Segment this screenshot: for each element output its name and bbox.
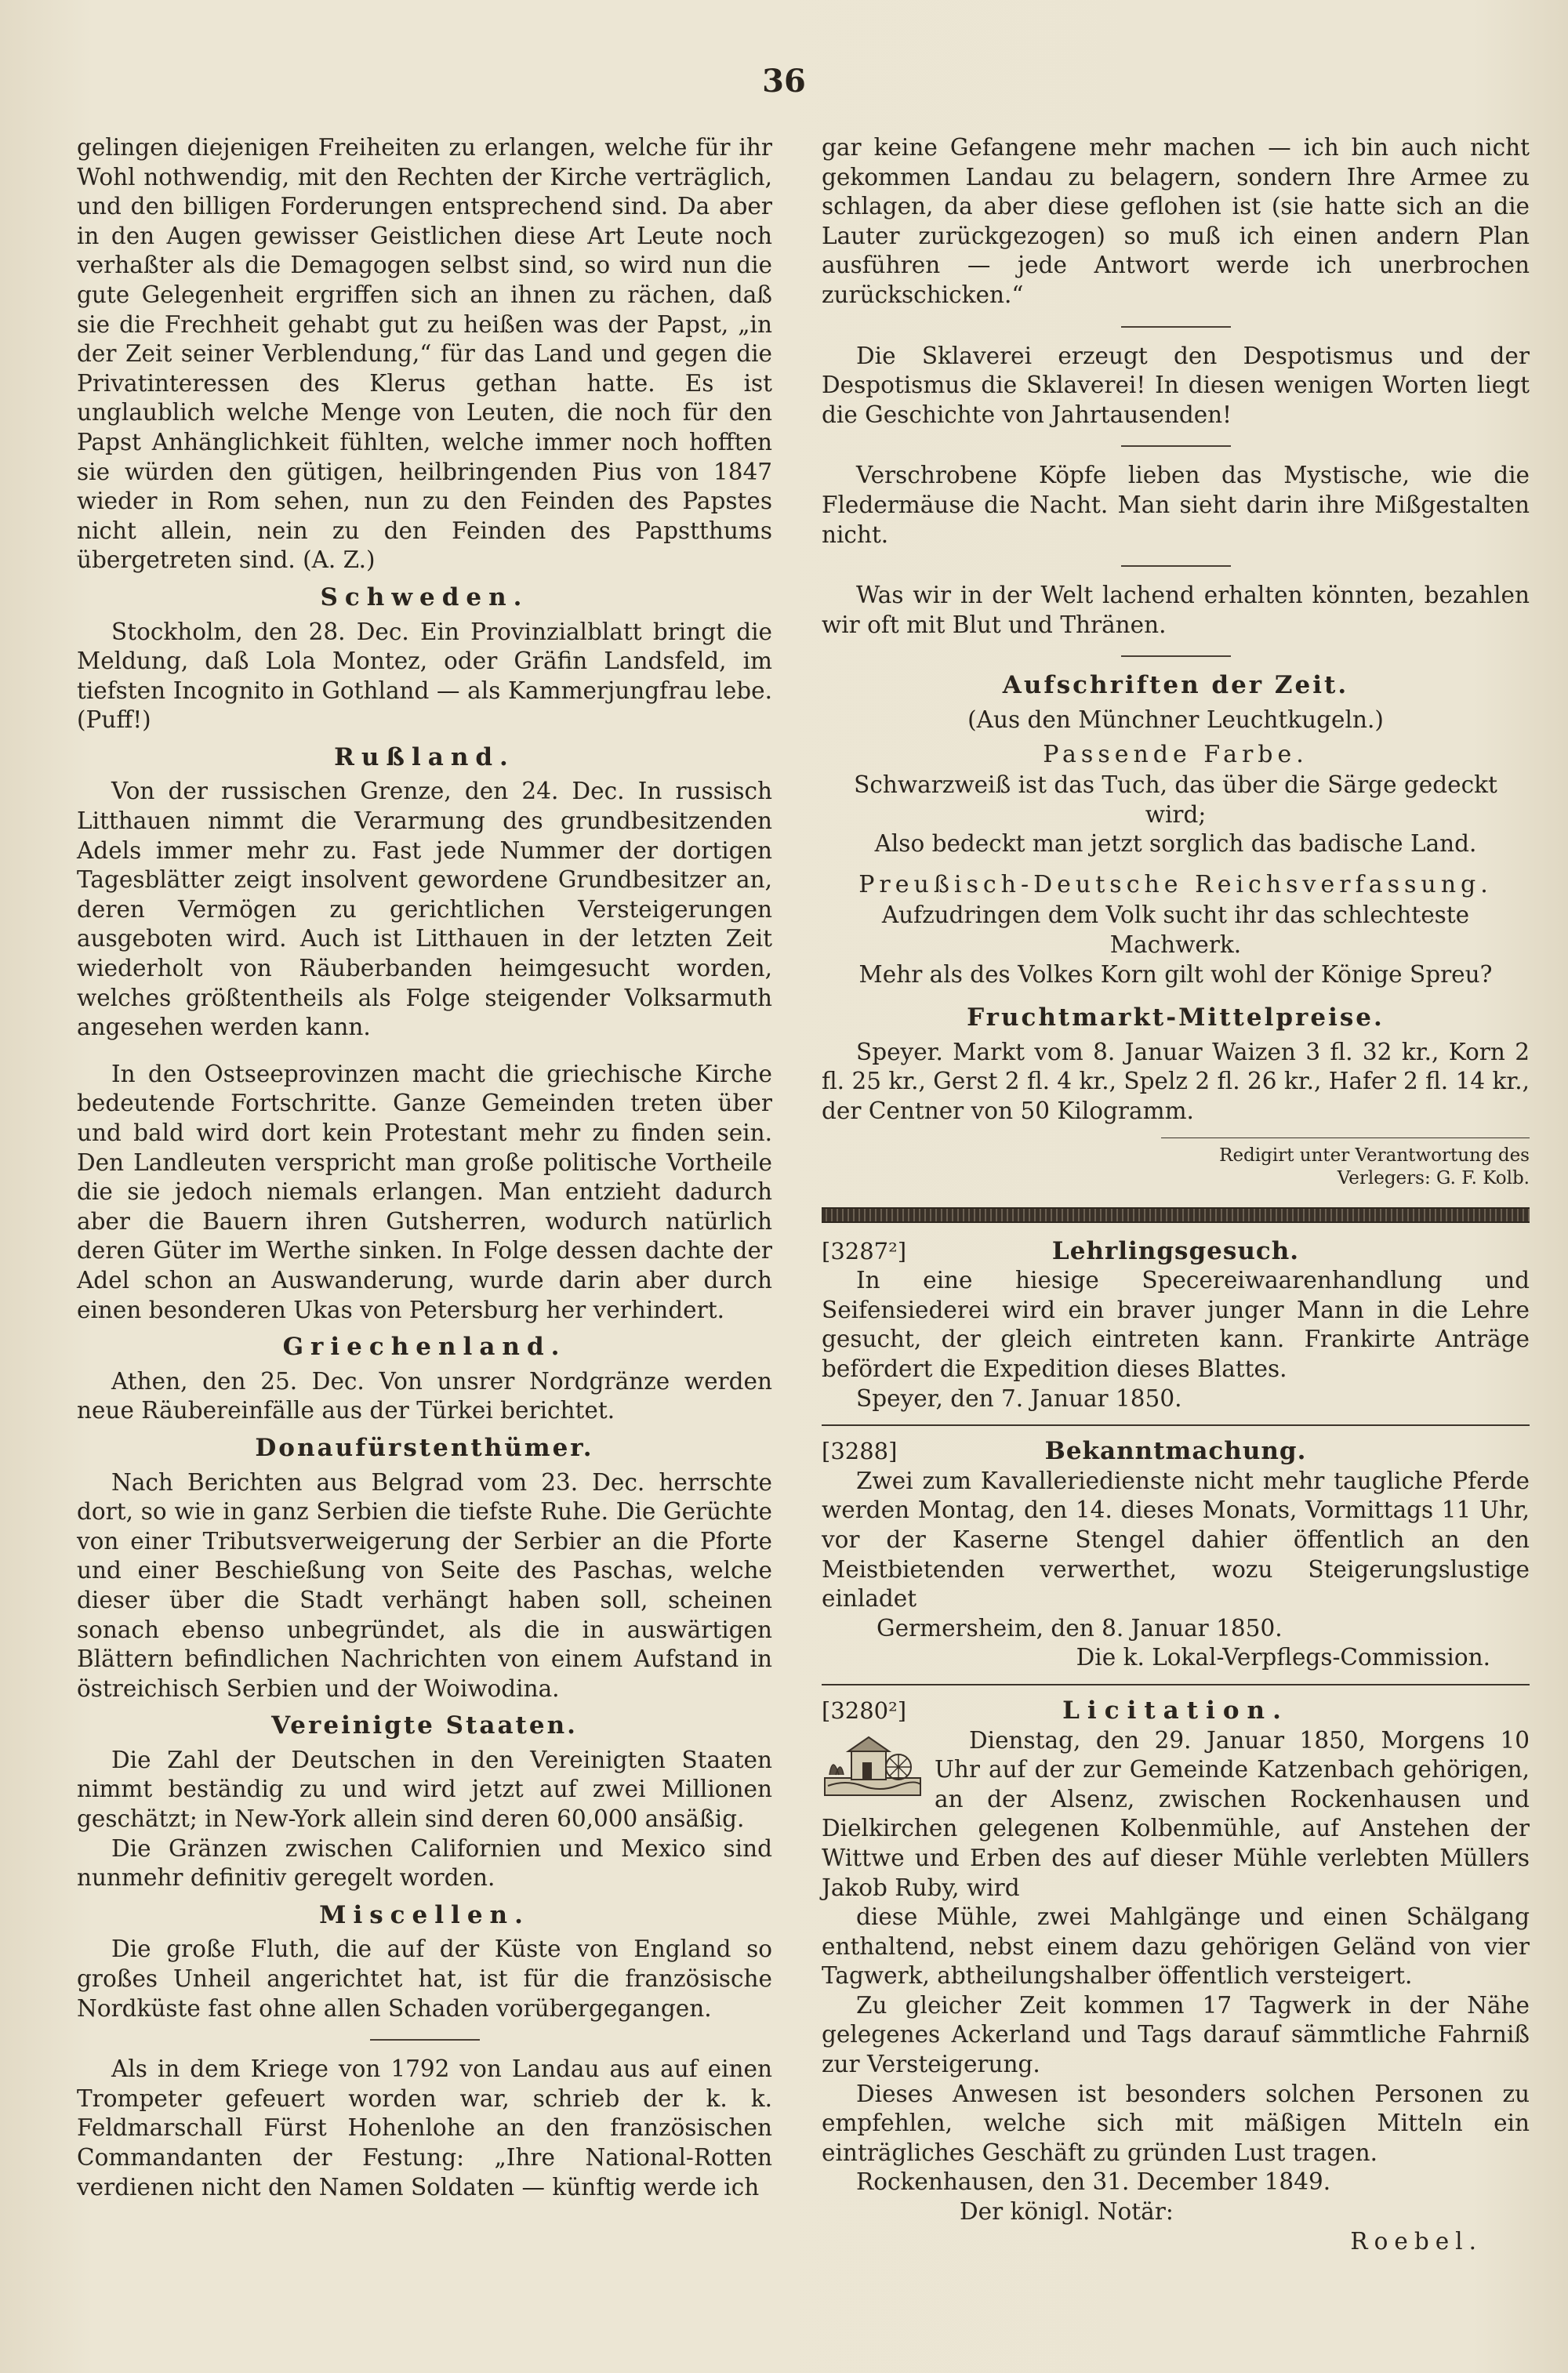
heading-fruchtmarkt: Fruchtmarkt-Mittelpreise. xyxy=(967,1003,1385,1032)
right-column xyxy=(822,133,1530,2256)
article-russland-1: Von der russischen Grenze, den 24. Dec. In russisch Litthauen nimmt die Verarmung des grundbesitzenden Adels immer mehr zu. Fast jede Nummer der dortigen Tagesblätter zeigt insolvent gewordene Grundbesitzer an, deren Vermögen zu gerichtlichen Versteigerungen ausgeboten wird. Auch ist Litthauen in der letzten Zeit wiederholt von Räuberbanden heimgesucht worden, welches größtentheils als Folge steigender Volksarmuth angesehen werden kann. xyxy=(77,778,772,1041)
aphorism-sklaverei: Die Sklaverei erzeugt den Despotismus und der Despotismus die Sklaverei! In diesen wenigen Worten liegt die Geschichte von Jahrtausenden! xyxy=(822,342,1530,428)
heading-passende-farbe: Passende Farbe. xyxy=(1043,740,1308,768)
heading-vereinigte-staaten: Vereinigte Staaten. xyxy=(271,1711,578,1740)
ad-header-bekanntmachung xyxy=(822,1437,1530,1467)
section-divider xyxy=(1121,445,1231,447)
article-miscellen-2: Als in dem Kriege von 1792 von Landau aus auf einen Trompeter gefeuert worden war, schrieb der k. k. Feldmarschall Fürst Hohenlohe an den französischen Commandanten der Festung: „Ihre National-Rotten verdienen nicht den Namen Soldaten — künftig werde ich xyxy=(77,2056,772,2201)
article-griechenland: Athen, den 25. Dec. Von unsrer Nordgränze werden neue Räubereinfälle aus der Türkei berichtet. xyxy=(77,1367,772,1424)
verse-reich-1: Aufzudringen dem Volk sucht ihr das schlechteste Machwerk. xyxy=(881,902,1470,959)
heading-donaufuerstenthuemer: Donaufürstenthümer. xyxy=(255,1433,594,1462)
aufschriften-source: (Aus den Münchner Leuchtkugeln.) xyxy=(967,706,1384,733)
heading-miscellen: Miscellen. xyxy=(319,1900,530,1929)
ad-number: [3288] xyxy=(822,1438,898,1465)
editor-signature-2: Verlegers: G. F. Kolb. xyxy=(1337,1167,1530,1188)
editor-signature-1: Redigirt unter Verantwortung des xyxy=(1219,1145,1530,1166)
section-divider xyxy=(370,2039,480,2041)
article-schweden: Stockholm, den 28. Dec. Ein Provinzialblatt bringt die Meldung, daß Lola Montez, oder Gräfin Landsfeld, im tiefsten Incognito in Gothland — als Kammerjungfrau lebe. (Puff!) xyxy=(77,618,772,734)
article-continuation-right: gar keine Gefangene mehr machen — ich bin auch nicht gekommen Landau zu belagern, sondern Ihre Armee zu schlagen, da aber diese geflohen ist (sie hatte sich an die Lauter zurückgezogen) so muß ich einen andern Plan ausführen — jede Antwort werde ich unerbrochen zurückschicken.“ xyxy=(822,134,1530,308)
heading-reichsverfassung: Preußisch-Deutsche Reichsverfassung. xyxy=(858,870,1493,898)
ad-title: Lehrlingsgesuch. xyxy=(1051,1236,1300,1265)
ad-licitation-date: Rockenhausen, den 31. December 1849. xyxy=(856,2168,1331,2196)
advertisement-separator xyxy=(822,1207,1530,1223)
aphorism-welt: Was wir in der Welt lachend erhalten könnten, bezahlen wir oft mit Blut und Thränen. xyxy=(822,582,1530,638)
ad-licitation-text-2: diese Mühle, zwei Mahlgänge und einen Schälgang enthaltend, nebst einem dazu gehörigen Geländ von vier Tagwerk, abtheilungshalber öffentlich versteigert. xyxy=(822,1903,1530,1990)
aphorism-koepfe: Verschrobene Köpfe lieben das Mystische, wie die Fledermäuse die Nacht. Man sieht darin ihre Mißgestalten nicht. xyxy=(822,462,1530,548)
ad-title: Licitation. xyxy=(1062,1696,1289,1725)
verse-reich-2: Mehr als des Volkes Korn gilt wohl der Könige Spreu? xyxy=(858,960,1493,988)
article-donaufuerstenthuemer: Nach Berichten aus Belgrad vom 23. Dec. herrschte dort, so wie in ganz Serbien die tiefste Ruhe. Die Gerüchte von einer Tributsverweigerung der Serbier an die Pforte und einer Beschießung von Seite des Paschas, welche dieser über die Stadt verhängt haben soll, scheinen sonach ebenso unbegründet, als die in auswärtigen Blättern befindlichen Nachrichten von einem Aufstand in östreichisch Serbien und der Woiwodina. xyxy=(77,1468,772,1702)
ad-licitation-notary: Der königl. Notär: xyxy=(960,2198,1174,2226)
article-staaten-1: Die Zahl der Deutschen in den Vereinigten Staaten nimmt beständig zu und wird jetzt auf zwei Millionen geschätzt; in New-York allein sind deren 60,000 ansäßig. xyxy=(77,1746,772,1833)
heading-aufschriften: Aufschriften der Zeit. xyxy=(1002,671,1349,700)
section-divider xyxy=(1121,655,1231,657)
ad-bekanntmachung-text: Zwei zum Kavalleriedienste nicht mehr taugliche Pferde werden Montag, den 14. dieses Monats, Vormittags 11 Uhr, vor der Kaserne Stengel dahier öffentlich an den Meistbietenden verwerthet, wozu Steigerungslustige einladet xyxy=(822,1467,1530,1613)
heading-russland: Rußland. xyxy=(334,742,515,771)
ad-number: [3280²] xyxy=(822,1696,907,1724)
section-divider xyxy=(1121,326,1231,328)
ad-licitation-text-4: Dieses Anwesen ist besonders solchen Personen zu empfehlen, welche sich mit mäßigen Mitteln ein einträgliches Geschäft zu gründen Lust tragen. xyxy=(822,2080,1530,2166)
heading-schweden: Schweden. xyxy=(320,582,529,611)
article-continuation: gelingen diejenigen Freiheiten zu erlangen, welche für ihr Wohl nothwendig, mit den Rechten der Kirche verträglich, und den billigen Forderungen entsprechend sind. Da aber in den Augen gewisser Geistlichen diese Art Leute noch verhaßter als die Demagogen selbst sind, so wird nun die gute Gelegenheit ergriffen sich an ihnen zu rächen, daß sie die Frechheit gehabt gut zu heißen was der Papst, „in der Zeit seiner Verblendung,“ für das Land und gegen die Privatinteressen des Klerus gethan hatte. Es ist unglaublich welche Menge von Leuten, die noch für den Papst Anhänglichkeit fühlten, welche immer noch hofften sie würden den gütigen, heilbringenden Pius von 1847 wieder in Rom sehen, nun zu den Feinden des Papstes nicht allein, nein zu den Feinden des Papstthums übergetreten sind. (A. Z.) xyxy=(77,134,772,574)
ad-licitation-text-1: Dienstag, den 29. Januar 1850, Morgens 10 Uhr auf der zur Gemeinde Katzenbach gehörigen, an der Alsenz, zwischen Rockenhausen und Dielkirchen gelegenen Kolbenmühle, auf Anstehen der Wittwe und Erben des auf dieser Mühle verlebten Müllers Jakob Ruby, wird xyxy=(822,1726,1530,1901)
section-divider xyxy=(1121,565,1231,567)
article-miscellen-1: Die große Fluth, die auf der Küste von England so großes Unheil angerichtet hat, ist für die französische Nordküste fast ohne allen Schaden vorübergegangen. xyxy=(77,1936,772,2022)
mill-vignette-icon xyxy=(822,1731,924,1798)
ad-lehrling-date: Speyer, den 7. Januar 1850. xyxy=(856,1384,1182,1412)
left-column xyxy=(77,133,772,2202)
article-russland-2: In den Ostseeprovinzen macht die griechische Kirche bedeutende Fortschritte. Ganze Gemeinden treten über und bald wird dort kein Protestant mehr zu finden sein. Den Landleuten verspricht man große politische Vortheile die sie jedoch niemals erlangen. Man entzieht dadurch aber die Bauern ihren Gutsherren, wodurch natürlich deren Güter im Werthe sinken. In Folge dessen dachte der Adel schon an Auswanderung, wurde darin aber durch einen besonderen Ukas von Petersburg her verhindert. xyxy=(77,1060,772,1323)
ad-bekanntmachung-date: Germersheim, den 8. Januar 1850. xyxy=(877,1614,1283,1642)
ad-licitation-notary-name: Roebel. xyxy=(1350,2227,1483,2255)
ad-header-licitation xyxy=(822,1696,1530,1726)
verse-farbe-1: Schwarzweiß ist das Tuch, das über die Särge gedeckt wird; xyxy=(854,771,1497,828)
heading-griechenland: Griechenland. xyxy=(282,1333,567,1362)
article-staaten-2: Die Gränzen zwischen Californien und Mexico sind nunmehr definitiv geregelt worden. xyxy=(77,1834,772,1892)
ad-licitation-text-3: Zu gleicher Zeit kommen 17 Tagwerk in der Nähe gelegenes Ackerland und Tags darauf sämmtliche Fahrniß zur Versteigerung. xyxy=(822,1991,1530,2078)
ad-bekanntmachung-sign: Die k. Lokal-Verpflegs-Commission. xyxy=(1076,1644,1490,1671)
ad-separator xyxy=(822,1684,1530,1685)
ad-number: [3287²] xyxy=(822,1237,907,1265)
ad-title: Bekanntmachung. xyxy=(1044,1437,1307,1466)
page-number: 36 xyxy=(762,63,806,100)
ad-lehrling-text: In eine hiesige Specereiwaarenhandlung und Seifensiederei wird ein braver junger Mann in die Lehre gesucht, der gleich eintreten kann. Frankirte Anträge befördert die Expedition dieses Blattes. xyxy=(822,1267,1530,1382)
ad-separator xyxy=(822,1424,1530,1426)
verse-farbe-2: Also bedeckt man jetzt sorglich das badische Land. xyxy=(874,830,1477,858)
ad-header-lehrling xyxy=(822,1237,1530,1267)
fruchtmarkt-prices: Speyer. Markt vom 8. Januar Waizen 3 fl. 32 kr., Korn 2 fl. 25 kr., Gerst 2 fl. 4 kr., Spelz 2 fl. 26 kr., Hafer 2 fl. 14 kr., der Centner von 50 Kilogramm. xyxy=(822,1038,1530,1125)
